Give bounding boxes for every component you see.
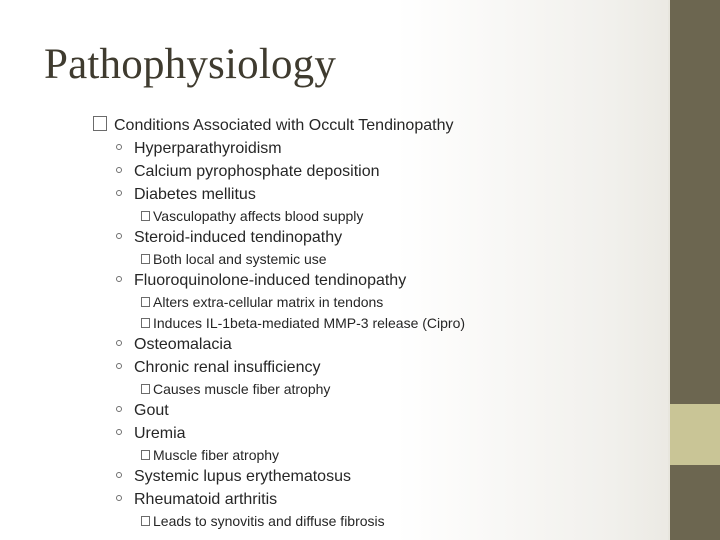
- item-text: Fluoroquinolone-induced tendinopathy: [134, 272, 407, 289]
- note-text: Induces IL-1beta-mediated MMP-3 release (Cipro): [153, 315, 466, 331]
- item-text: Uremia: [134, 425, 186, 442]
- slide-title: Pathophysiology: [44, 41, 337, 88]
- item-text: Rheumatoid arthritis: [134, 491, 278, 508]
- note-text: Both local and systemic use: [153, 251, 327, 267]
- note-text: Muscle fiber atrophy: [153, 447, 280, 463]
- note-text: Causes muscle fiber atrophy: [153, 381, 331, 397]
- checkbox-bullet-icon: [141, 384, 150, 394]
- item-text: Diabetes mellitus: [134, 186, 256, 203]
- note-text: Vasculopathy affects blood supply: [153, 208, 364, 224]
- list-item: [116, 229, 342, 247]
- list-item: [116, 140, 282, 158]
- circle-bullet-icon: [116, 363, 122, 369]
- sub-note: [141, 315, 465, 331]
- note-text: Leads to synovitis and diffuse fibrosis: [153, 513, 385, 529]
- circle-bullet-icon: [116, 233, 122, 239]
- list-item: [116, 163, 379, 181]
- item-text: Chronic renal insufficiency: [134, 359, 321, 376]
- list-item: [116, 402, 169, 420]
- sub-note: [141, 381, 330, 397]
- list-item: [116, 272, 406, 290]
- list-item: [116, 336, 232, 354]
- sub-note: [141, 513, 385, 529]
- circle-bullet-icon: [116, 495, 122, 501]
- item-text: Osteomalacia: [134, 336, 232, 353]
- sub-note: [141, 251, 327, 267]
- note-text: Alters extra-cellular matrix in tendons: [153, 294, 384, 310]
- level1-bullet: [93, 117, 453, 135]
- circle-bullet-icon: [116, 167, 122, 173]
- checkbox-bullet-icon: [141, 450, 150, 460]
- checkbox-bullet-icon: [141, 254, 150, 264]
- checkbox-bullet-icon: [141, 211, 150, 221]
- bullet-heading: Conditions Associated with Occult Tendinopathy: [114, 117, 454, 134]
- circle-bullet-icon: [116, 190, 122, 196]
- circle-bullet-icon: [116, 429, 122, 435]
- item-text: Calcium pyrophosphate deposition: [134, 163, 380, 180]
- sub-note: [141, 294, 383, 310]
- list-item: [116, 491, 277, 509]
- list-item: [116, 468, 351, 486]
- circle-bullet-icon: [116, 406, 122, 412]
- list-item: [116, 425, 186, 443]
- item-text: Hyperparathyroidism: [134, 140, 282, 157]
- sub-note: [141, 208, 363, 224]
- circle-bullet-icon: [116, 472, 122, 478]
- list-item: [116, 186, 256, 204]
- circle-bullet-icon: [116, 276, 122, 282]
- item-text: Steroid-induced tendinopathy: [134, 229, 343, 246]
- checkbox-bullet-icon: [141, 516, 150, 526]
- sub-note: [141, 447, 279, 463]
- checkbox-bullet-icon: [141, 297, 150, 307]
- checkbox-bullet-icon: [93, 116, 107, 131]
- circle-bullet-icon: [116, 144, 122, 150]
- item-text: Gout: [134, 402, 169, 419]
- list-item: [116, 359, 320, 377]
- circle-bullet-icon: [116, 340, 122, 346]
- accent-block: [670, 404, 720, 465]
- item-text: Systemic lupus erythematosus: [134, 468, 351, 485]
- checkbox-bullet-icon: [141, 318, 150, 328]
